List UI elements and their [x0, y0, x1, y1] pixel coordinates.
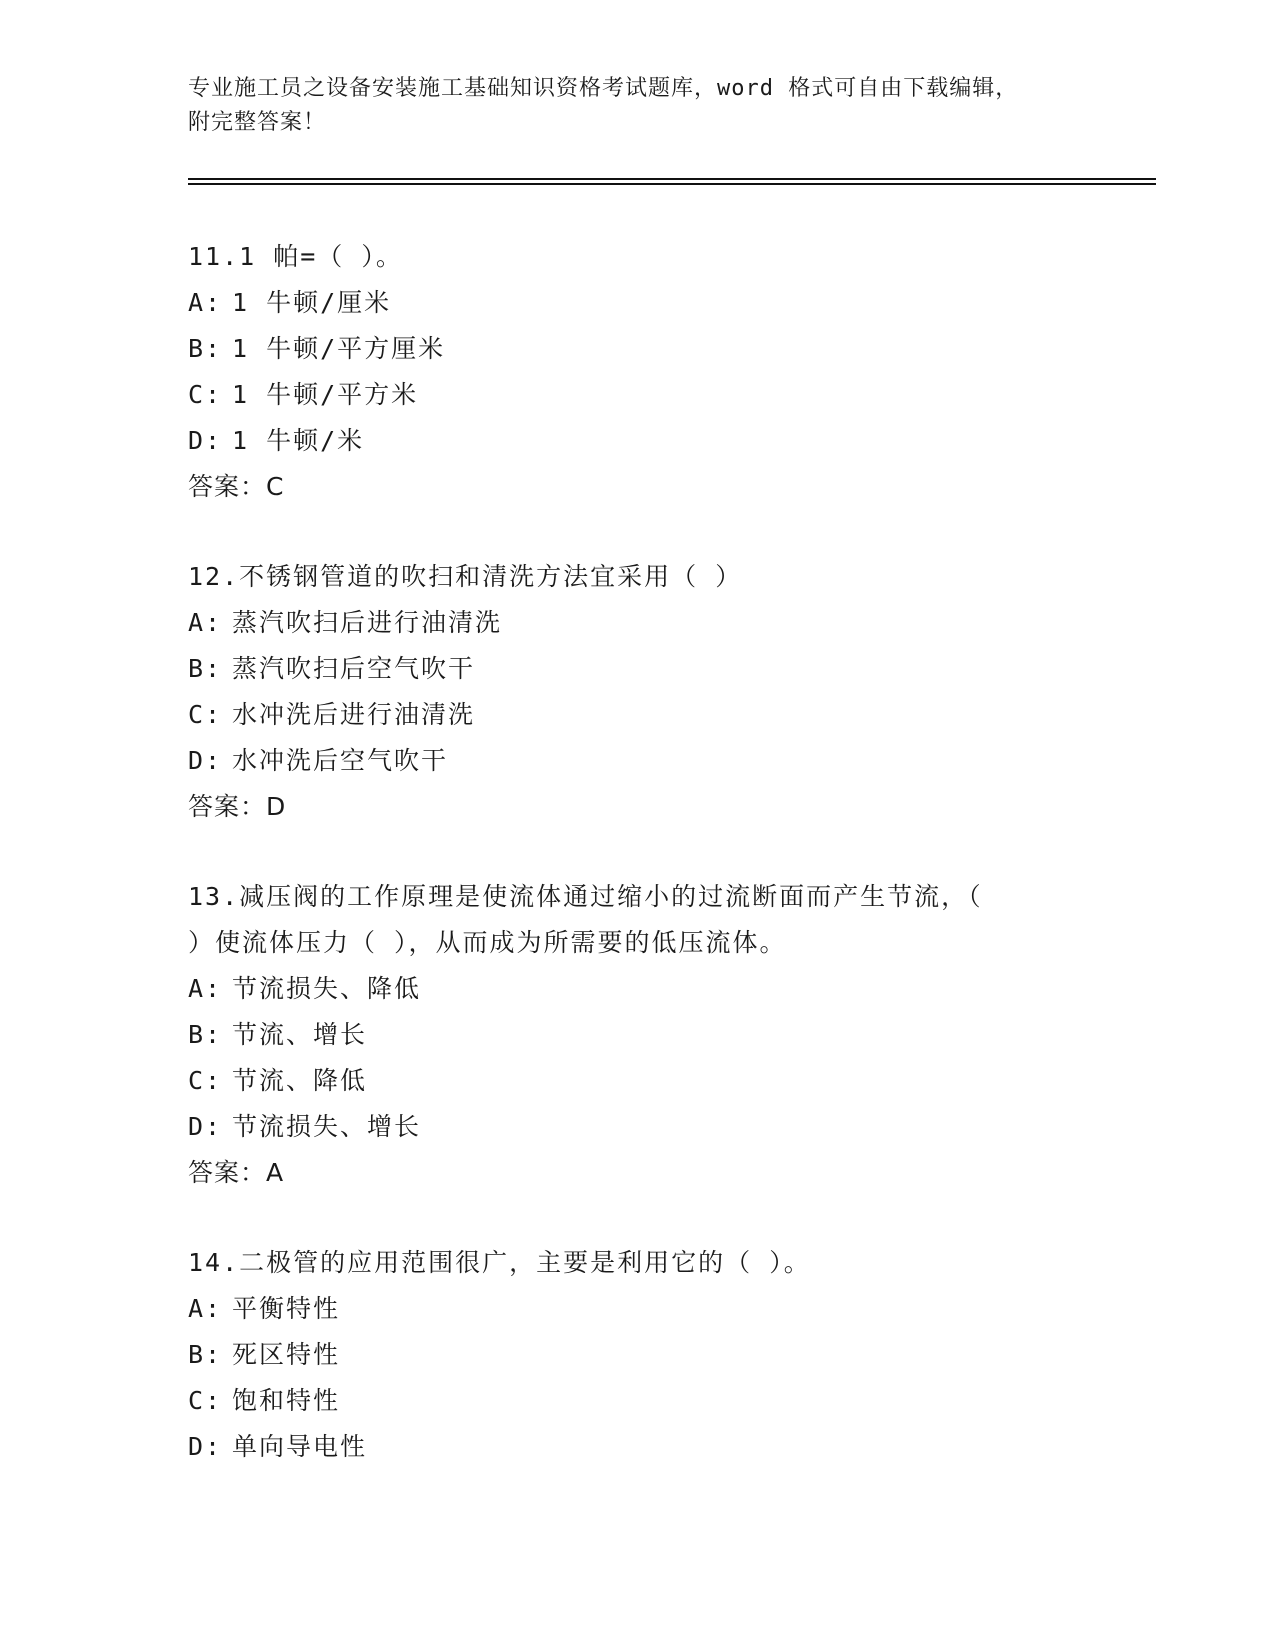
- option-text: 节流损失、降低: [232, 974, 422, 1003]
- option-text: 节流、增长: [232, 1020, 368, 1049]
- option-text: 平衡特性: [232, 1294, 341, 1323]
- option-text: 死区特性: [232, 1340, 341, 1369]
- option-text: 蒸汽吹扫后空气吹干: [232, 654, 476, 683]
- option-letter: B:: [188, 334, 223, 363]
- question-stem: 12.不锈钢管道的吹扫和清洗方法宜采用（ ）: [188, 562, 743, 591]
- answer-line: 答案：C: [188, 472, 285, 501]
- header-line-1: 专业施工员之设备安装施工基础知识资格考试题库，word 格式可自由下载编辑，: [188, 76, 1019, 101]
- question-stem: 14.二极管的应用范围很广，主要是利用它的（ ）。: [188, 1248, 811, 1277]
- option-a: [188, 966, 1088, 1012]
- question-14: [188, 1240, 1088, 1470]
- answer-line: 答案：A: [188, 1158, 285, 1187]
- option-letter: C:: [188, 1386, 223, 1415]
- header-divider-bottom: [188, 183, 1156, 185]
- option-a: [188, 1286, 1088, 1332]
- option-d: [188, 1424, 1088, 1470]
- answer-line: 答案：D: [188, 792, 287, 821]
- question-11: [188, 234, 1088, 510]
- option-letter: B:: [188, 1020, 223, 1049]
- option-b: [188, 1332, 1088, 1378]
- question-stem-line-1: 13.减压阀的工作原理是使流体通过缩小的过流断面而产生节流，（: [188, 882, 983, 911]
- question-13: [188, 874, 1088, 1196]
- header-divider-top: [188, 178, 1156, 180]
- option-letter: D:: [188, 1432, 223, 1461]
- option-b: [188, 1012, 1088, 1058]
- option-letter: C:: [188, 380, 223, 409]
- option-letter: D:: [188, 746, 223, 775]
- option-letter: B:: [188, 1340, 223, 1369]
- option-d: [188, 1104, 1088, 1150]
- option-letter: A:: [188, 974, 223, 1003]
- header-line-2: 附完整答案！: [188, 110, 327, 135]
- option-letter: C:: [188, 1066, 223, 1095]
- option-c: [188, 1058, 1088, 1104]
- option-c: [188, 372, 1088, 418]
- option-text: 饱和特性: [232, 1386, 341, 1415]
- option-text: 水冲洗后进行油清洗: [232, 700, 476, 729]
- option-a: [188, 280, 1088, 326]
- option-text: 蒸汽吹扫后进行油清洗: [232, 608, 503, 637]
- question-stem: 11.1 帕=（ ）。: [188, 242, 403, 271]
- option-text: 1 牛顿/平方米: [232, 380, 419, 409]
- option-a: [188, 600, 1088, 646]
- option-letter: B:: [188, 654, 223, 683]
- option-letter: C:: [188, 700, 223, 729]
- option-d: [188, 418, 1088, 464]
- document-header: [188, 72, 1088, 140]
- question-list: [188, 234, 1088, 1514]
- option-text: 节流损失、增长: [232, 1112, 422, 1141]
- option-text: 水冲洗后空气吹干: [232, 746, 449, 775]
- option-text: 1 牛顿/厘米: [232, 288, 392, 317]
- option-text: 节流、降低: [232, 1066, 368, 1095]
- option-letter: A:: [188, 608, 223, 637]
- option-b: [188, 326, 1088, 372]
- option-text: 单向导电性: [232, 1432, 368, 1461]
- question-stem-line-2: ）使流体压力（ ），从而成为所需要的低压流体。: [188, 928, 787, 957]
- option-letter: A:: [188, 288, 223, 317]
- option-d: [188, 738, 1088, 784]
- option-letter: D:: [188, 1112, 223, 1141]
- question-12: [188, 554, 1088, 830]
- option-c: [188, 692, 1088, 738]
- option-c: [188, 1378, 1088, 1424]
- option-text: 1 牛顿/米: [232, 426, 365, 455]
- option-letter: D:: [188, 426, 223, 455]
- option-letter: A:: [188, 1294, 223, 1323]
- option-b: [188, 646, 1088, 692]
- option-text: 1 牛顿/平方厘米: [232, 334, 446, 363]
